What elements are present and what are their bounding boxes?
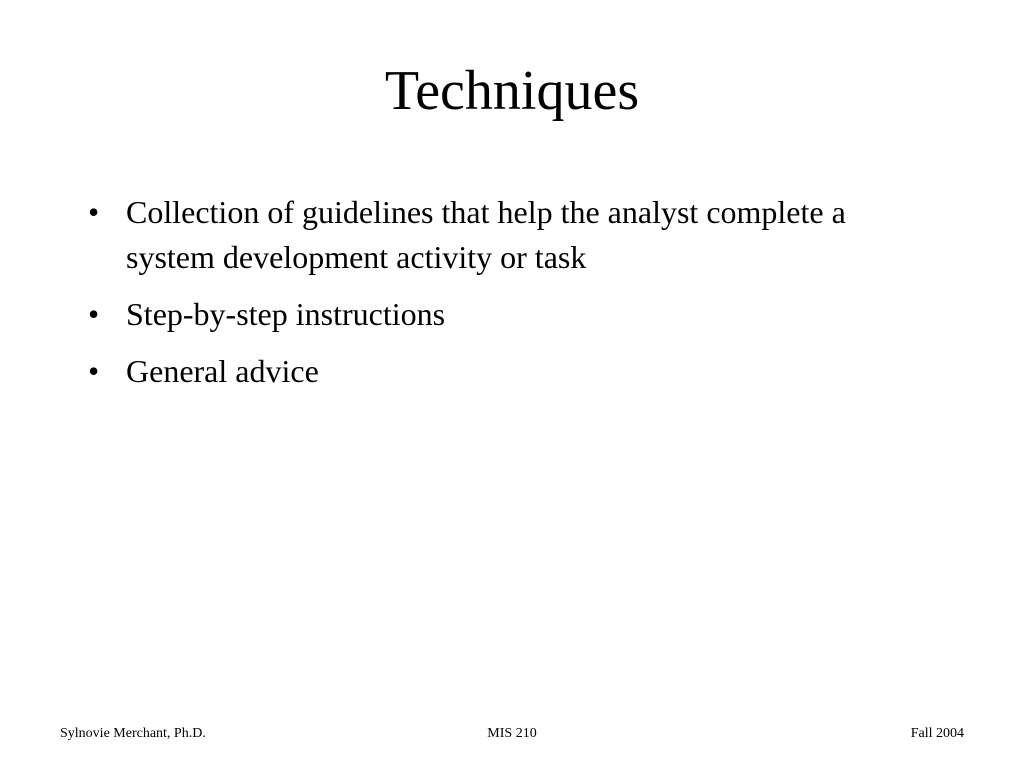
bullet-text: Step-by-step instructions	[126, 296, 446, 332]
bullet-item	[82, 292, 922, 337]
footer-course: MIS 210	[487, 726, 537, 741]
bullet-icon: •	[88, 194, 100, 230]
bullet-icon: •	[88, 353, 100, 389]
bullet-list	[82, 190, 922, 406]
bullet-icon: •	[88, 296, 100, 332]
footer-term: Fall 2004	[910, 726, 964, 741]
bullet-text: General advice	[126, 353, 319, 389]
footer-author: Sylnovie Merchant, Ph.D.	[60, 726, 206, 741]
bullet-item	[82, 349, 922, 394]
bullet-item	[82, 190, 922, 280]
slide-title: Techniques	[384, 60, 640, 122]
bullet-text: Collection of guidelines that help the analyst complete a system development activity or task	[126, 194, 846, 275]
